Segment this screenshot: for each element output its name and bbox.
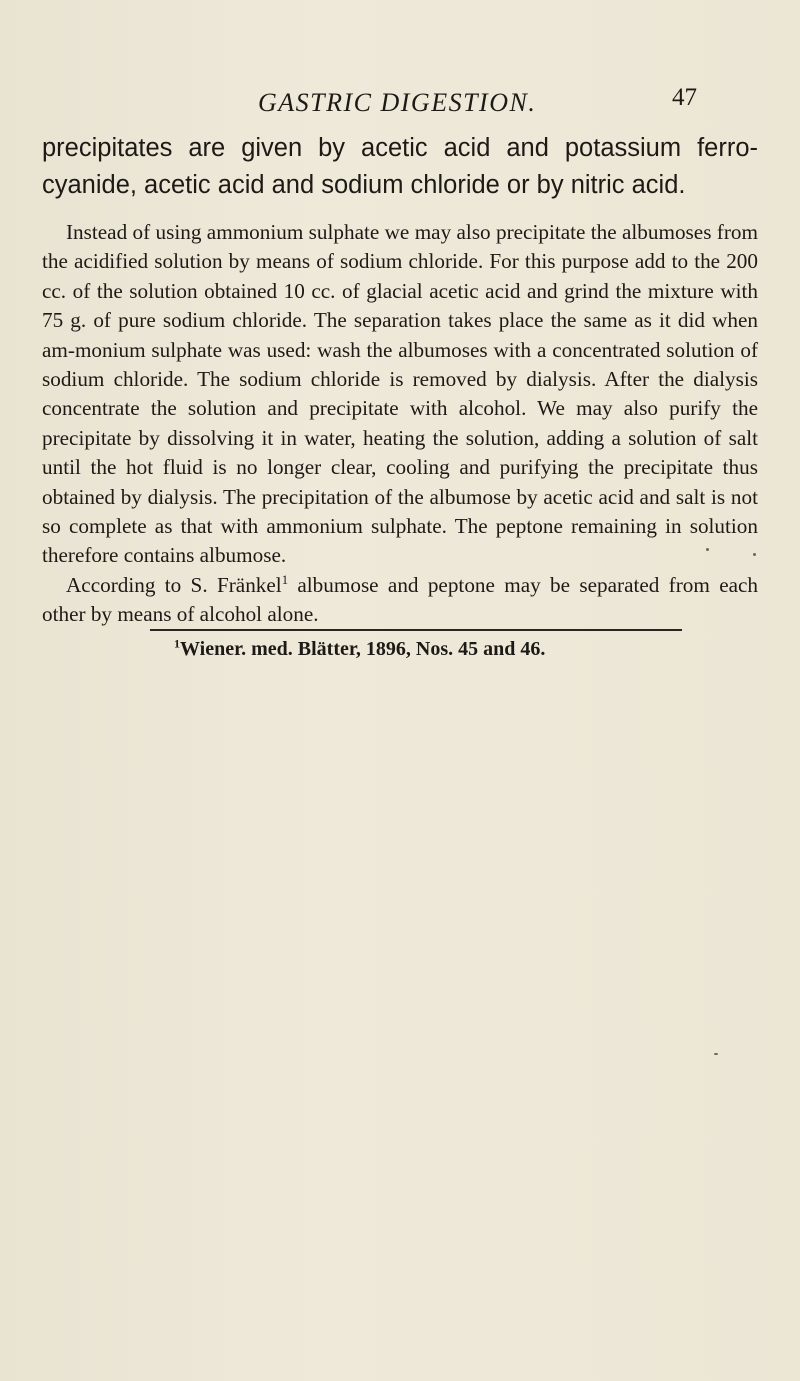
footnote-reference-mark: 1	[281, 572, 289, 587]
footnote-text: Wiener. med. Blätter, 1896, Nos. 45 and 46.	[180, 638, 546, 660]
paragraph-fraenkel-text-a: According to S. Fränkel	[66, 572, 282, 597]
page-number: 47	[672, 84, 697, 111]
paper-speck	[753, 553, 756, 556]
footnote	[174, 638, 545, 661]
paper-speck	[706, 548, 709, 551]
running-head: GASTRIC DIGESTION.	[258, 88, 537, 117]
paragraph-albumose-precipitation: Instead of using ammonium sulphate we may also precipitate the albumoses from the acidified solution by means of sodium chloride. For this purpose add to the 200 cc. of the solution obtained 10 cc. of glacial acetic acid and grind the mixture with 75 g. of pure sodium chloride. The separation takes place the same as it did when am-monium sulphate was used: wash the albumoses with a concentrated solution of sodium chloride. The sodium chloride is removed by dialysis. After the dialysis concentrate the solution and precipitate with alcohol. We may also purify the precipitate by dissolving it in water, heating the solution, adding a solution of salt until the hot fluid is no longer clear, cooling and purifying the precipitate thus obtained by dialysis. The precipitation of the albumose by acetic acid and salt is not so complete as that with ammonium sulphate. The peptone remaining in solution therefore contains albumose.	[42, 220, 758, 568]
paragraph-fraenkel-text-b: albumose and peptone may be separated from each other by means of alcohol alone.	[42, 572, 758, 627]
footnote-mark: 1	[174, 636, 180, 651]
paragraph-fraenkel	[42, 571, 758, 630]
footnote-rule	[150, 629, 682, 631]
paper-speck	[714, 1053, 718, 1055]
body-text	[42, 218, 758, 630]
lead-paragraph: precipitates are given by acetic acid and potassium ferro-cyanide, acetic acid and sodium chloride or by nitric acid.	[42, 134, 758, 199]
